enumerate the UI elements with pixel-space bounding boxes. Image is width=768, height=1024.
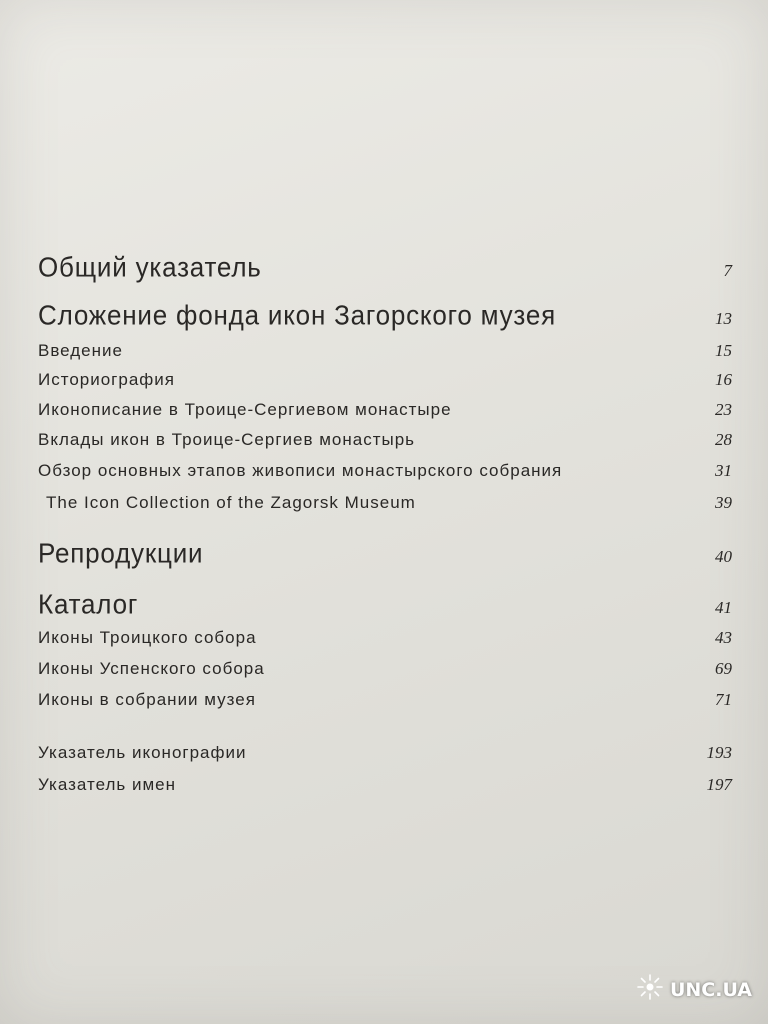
toc-entry-title: Каталог [38, 587, 139, 621]
toc-entry-page: 13 [715, 309, 732, 328]
toc-entry-title: Общий указатель [38, 250, 262, 284]
toc-entry-title: Вклады икон в Троице-Сергиев монастырь [38, 430, 416, 449]
toc-entry [38, 775, 732, 795]
toc-entry [38, 690, 732, 710]
toc-entry [38, 461, 732, 481]
toc-entry-page: 41 [715, 598, 732, 617]
watermark-text: UNC.UA [669, 978, 752, 1001]
toc-entry-title: Сложение фонда икон Загорского музея [38, 298, 556, 332]
toc-entry-page: 43 [715, 628, 732, 647]
sunburst-logo-icon [636, 973, 664, 1006]
toc-entry-title: Введение [38, 341, 123, 360]
toc-entry [46, 493, 732, 513]
toc-entry-page: 193 [706, 743, 732, 762]
toc-entry-title: Указатель иконографии [38, 743, 247, 762]
toc-entry-title: Репродукции [38, 536, 204, 570]
toc-entry-page: 15 [715, 341, 732, 360]
toc-entry-title: Историография [38, 370, 175, 389]
toc-entry-page: 28 [715, 430, 732, 449]
toc-entry-page: 16 [715, 370, 732, 389]
toc-entry-page: 7 [723, 261, 732, 280]
toc-entry [38, 659, 732, 679]
toc-entry [38, 538, 732, 569]
toc-entry-page: 40 [715, 547, 732, 566]
toc-entry [38, 628, 732, 648]
toc-entry [38, 589, 732, 620]
toc-entry [38, 370, 732, 390]
toc-entry-title: Иконы в собрании музея [38, 690, 256, 709]
toc-entry-page: 39 [715, 493, 732, 512]
toc-entry-title: Обзор основных этапов живописи монастырского собрания [38, 461, 563, 480]
watermark [636, 973, 752, 1006]
toc-entry-page: 71 [715, 690, 732, 709]
toc-entry-page: 31 [715, 461, 732, 480]
toc-entry-page: 197 [706, 775, 732, 794]
toc-entry [38, 252, 732, 283]
toc-entry [38, 341, 732, 361]
toc-entry-title: Иконописание в Троице-Сергиевом монастыре [38, 400, 452, 419]
toc-entry [38, 743, 732, 763]
toc-entry-title: Указатель имен [38, 775, 176, 794]
toc-entry-title: Иконы Успенского собора [38, 659, 265, 678]
toc-entry-page: 23 [715, 400, 732, 419]
toc-entry-page: 69 [715, 659, 732, 678]
toc-entry [38, 300, 732, 331]
toc-entry [38, 430, 732, 450]
toc-entry [38, 400, 732, 420]
toc-entry-title: The Icon Collection of the Zagorsk Museum [46, 493, 416, 512]
toc-entry-title: Иконы Троицкого собора [38, 628, 257, 647]
